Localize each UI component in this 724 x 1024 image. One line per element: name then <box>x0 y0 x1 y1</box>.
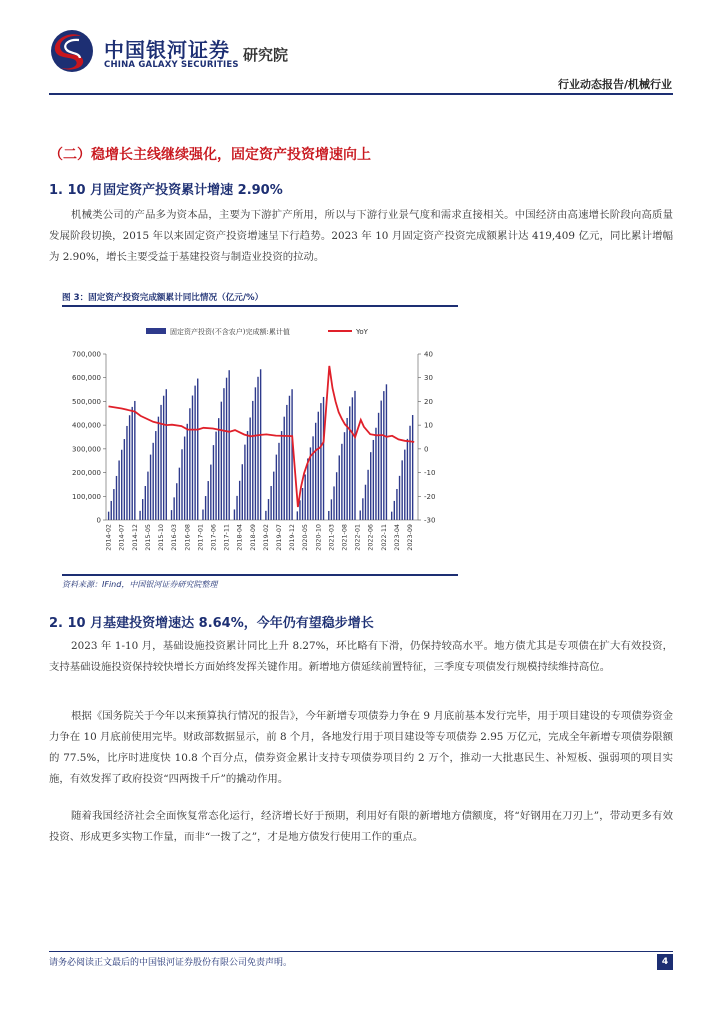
investment-chart <box>62 318 458 572</box>
subheading-1: 1. 10 月固定资产投资累计增速 2.90% <box>49 183 283 198</box>
x-tick-label: 2017-11 <box>222 524 231 551</box>
bar <box>226 378 227 520</box>
legend-bar-swatch <box>146 328 166 334</box>
x-tick-label: 2020-10 <box>314 524 323 551</box>
bar <box>249 417 250 520</box>
x-tick-label: 2019-12 <box>288 524 297 551</box>
x-tick-label: 2018-09 <box>248 524 257 551</box>
left-tick-label: 0 <box>96 516 101 525</box>
bar <box>260 369 261 520</box>
bar <box>152 443 153 520</box>
bar <box>221 402 222 520</box>
bar <box>173 497 174 520</box>
bar <box>349 406 350 520</box>
bar <box>134 401 135 520</box>
bar <box>111 501 112 520</box>
x-tick-label: 2019-02 <box>261 524 270 551</box>
bar <box>210 465 211 520</box>
bar <box>344 432 345 520</box>
figure-source: 资料来源：IFind，中国银河证券研究院整理 <box>62 580 218 589</box>
paragraph-2: 2023 年 1-10 月，基础设施投资累计同比上升 8.27%，环比略有下滑，仍保持较高水平。地方债尤其是专项债在扩大有效投资，支持基础设施投资保持较快增长方面始终发挥关键作用。新增地方债延续前置特征，三季度专项债发行规模持续维持高位。 <box>49 640 673 673</box>
x-tick-label: 2017-06 <box>209 524 218 551</box>
bar <box>205 496 206 520</box>
bar <box>373 440 374 520</box>
bar <box>270 486 271 520</box>
x-tick-label: 2019-07 <box>274 524 283 551</box>
right-tick-label: -30 <box>424 516 436 525</box>
bar <box>194 386 195 520</box>
bar <box>312 436 313 520</box>
x-tick-label: 2021-03 <box>327 524 336 551</box>
bar <box>202 510 203 520</box>
bar <box>155 431 156 520</box>
bar <box>394 501 395 520</box>
bar <box>124 439 125 520</box>
right-tick-label: 10 <box>424 421 433 430</box>
bar <box>286 405 287 520</box>
x-tick-label: 2014-02 <box>104 524 113 551</box>
chart-legend <box>146 327 369 336</box>
bar <box>299 500 300 520</box>
figure-bottom-rule <box>62 574 458 576</box>
bar <box>401 460 402 520</box>
x-tick-label: 2021-08 <box>340 524 349 551</box>
left-tick-label: 400,000 <box>72 421 101 430</box>
left-tick-label: 200,000 <box>72 469 101 478</box>
bar <box>297 511 298 520</box>
right-tick-label: -20 <box>424 492 436 501</box>
bar <box>336 472 337 520</box>
bar <box>126 426 127 520</box>
footer-disclaimer: 请务必阅读正文最后的中国银河证券股份有限公司免责声明。 <box>49 958 293 968</box>
bar <box>276 455 277 520</box>
bar <box>378 413 379 520</box>
bar <box>375 428 376 520</box>
bar <box>171 510 172 520</box>
bar <box>255 387 256 520</box>
figure-title: 图 3：固定资产投资完成额累计同比情况（亿元/%） <box>62 293 264 303</box>
bar <box>129 415 130 520</box>
bar <box>150 455 151 520</box>
x-tick-label: 2020-05 <box>301 524 310 551</box>
x-tick-label: 2014-12 <box>130 524 139 551</box>
footer-divider <box>49 951 673 952</box>
x-tick-label: 2016-03 <box>170 524 179 551</box>
bar <box>352 397 353 520</box>
section-title: （二）稳增长主线继续强化，固定资产投资增速向上 <box>49 147 371 163</box>
x-tick-label: 2022-11 <box>379 524 388 551</box>
bar <box>304 474 305 520</box>
header-divider <box>49 93 673 95</box>
right-tick-label: -10 <box>424 469 436 478</box>
right-tick-label: 40 <box>424 350 433 359</box>
bar <box>370 452 371 520</box>
bar <box>281 431 282 520</box>
bar <box>257 377 258 520</box>
bar <box>147 472 148 520</box>
right-tick-label: 0 <box>424 445 429 454</box>
bar <box>239 481 240 520</box>
legend-line-label: YoY <box>356 328 368 336</box>
bar <box>339 455 340 520</box>
left-tick-label: 700,000 <box>72 350 101 359</box>
paragraph-3: 根据《国务院关于今年以来预算执行情况的报告》，今年新增专项债券力争在 9 月底前基本发行完毕，用于项目建设的专项债券资金力争在 10 月底前使用完毕。财政部数据显示，前 8 个月，各地发行用于项目建设等专项债券 2.95 万亿元，完成全年新增专项债券限额的 77.5%，比序时进度快 10.8 个百分点，债券资金累计支持专项债券项目约 2 万个，推动一大批惠民生、补短板、强弱项的项目实施，有效发挥了政府投资“四两拨千斤”的撬动作用。 <box>49 710 673 785</box>
bar <box>346 418 347 520</box>
left-axis <box>72 351 106 525</box>
x-tick-label: 2022-06 <box>366 524 375 551</box>
bar <box>404 450 405 520</box>
bar <box>184 437 185 520</box>
bar <box>234 509 235 520</box>
x-tick-label: 2017-01 <box>196 524 205 551</box>
bar <box>197 379 198 520</box>
bar <box>341 444 342 520</box>
paragraph-1: 机械类公司的产品多为资本品，主要为下游扩产所用，所以与下游行业景气度和需求直接相关。中国经济由高速增长阶段向高质量发展阶段切换，2015 年以来固定资产投资增速呈下行趋势。2023 年 10 月固定资产投资完成额累计达 419,409 亿元，同比累计增幅为 2.90%，增长主要受益于基建投资与制造业投资的拉动。 <box>49 209 673 263</box>
bar <box>320 403 321 520</box>
company-logo <box>49 28 95 74</box>
bar <box>208 481 209 520</box>
bar <box>218 418 219 520</box>
x-tick-label: 2014-07 <box>117 524 126 551</box>
bar <box>223 388 224 520</box>
bar <box>391 512 392 520</box>
bar <box>273 472 274 520</box>
bar-series <box>108 369 413 520</box>
bar <box>278 443 279 520</box>
right-tick-label: 30 <box>424 374 433 383</box>
bar <box>407 439 408 520</box>
department-label: 研究院 <box>243 46 289 64</box>
bar <box>121 450 122 520</box>
bar <box>409 426 410 520</box>
x-tick-label: 2015-10 <box>157 524 166 551</box>
bar <box>142 499 143 520</box>
bar <box>118 460 119 520</box>
x-tick-label: 2018-04 <box>235 524 244 551</box>
bar <box>145 486 146 520</box>
bar <box>236 496 237 520</box>
brand-name-cn: 中国银河证券 <box>104 38 230 62</box>
x-tick-label: 2023-04 <box>392 524 401 551</box>
page-number: 4 <box>657 954 673 970</box>
bar <box>412 415 413 520</box>
bar <box>181 449 182 520</box>
bar <box>291 389 292 520</box>
bar <box>399 476 400 520</box>
bar <box>365 485 366 520</box>
bar <box>360 511 361 520</box>
right-tick-label: 20 <box>424 397 433 406</box>
bar <box>215 432 216 520</box>
bar <box>187 424 188 520</box>
subheading-2: 2. 10 月基建投资增速达 8.64%，今年仍有望稳步增长 <box>49 616 374 631</box>
bar <box>315 423 316 520</box>
left-tick-label: 500,000 <box>72 397 101 406</box>
bar <box>386 384 387 520</box>
bar <box>362 498 363 520</box>
bar <box>158 417 159 520</box>
bar <box>318 412 319 520</box>
bar <box>213 445 214 520</box>
bar <box>396 489 397 520</box>
bar <box>113 489 114 520</box>
bar <box>354 391 355 520</box>
paragraph-4: 随着我国经济社会全面恢复常态化运行，经济增长好于预期，利用好有限的新增地方债额度，将“好钢用在刀刃上”，带动更多有效投资、形成更多实物工作量，而非“一拨了之”，才是地方债发行使用工作的重点。 <box>49 810 673 843</box>
bar <box>179 468 180 520</box>
bar <box>244 445 245 520</box>
bar <box>307 458 308 520</box>
x-tick-label: 2022-01 <box>353 524 362 551</box>
bar <box>108 512 109 520</box>
bar <box>333 486 334 520</box>
left-tick-label: 600,000 <box>72 374 101 383</box>
bar <box>381 401 382 520</box>
x-tick-label: 2016-08 <box>183 524 192 551</box>
bar <box>247 431 248 520</box>
x-axis <box>105 520 418 551</box>
bar <box>189 408 190 520</box>
bar <box>323 397 324 520</box>
x-tick-label: 2023-09 <box>406 524 415 551</box>
bar <box>383 391 384 520</box>
x-tick-label: 2015-05 <box>143 524 152 551</box>
bar <box>116 476 117 520</box>
bar <box>284 417 285 520</box>
bar <box>139 511 140 520</box>
bar <box>163 396 164 520</box>
left-tick-label: 300,000 <box>72 445 101 454</box>
legend-bar-label: 固定资产投资(不含农户)完成额:累计值 <box>170 328 290 336</box>
bar <box>176 483 177 520</box>
bar <box>252 401 253 520</box>
left-tick-label: 100,000 <box>72 492 101 501</box>
bar <box>328 511 329 520</box>
bar <box>228 370 229 520</box>
bar <box>268 499 269 520</box>
bar <box>132 407 133 520</box>
bar <box>367 470 368 520</box>
brand-name-en: CHINA GALAXY SECURITIES <box>104 60 239 70</box>
right-axis <box>418 351 435 525</box>
figure-top-rule <box>62 305 458 307</box>
bar <box>331 499 332 520</box>
bar <box>265 511 266 520</box>
bar <box>192 396 193 520</box>
bar <box>302 488 303 520</box>
bar <box>242 464 243 520</box>
bar <box>289 396 290 520</box>
bar <box>166 389 167 520</box>
bar <box>160 405 161 520</box>
report-type-label: 行业动态报告/机械行业 <box>557 78 672 91</box>
